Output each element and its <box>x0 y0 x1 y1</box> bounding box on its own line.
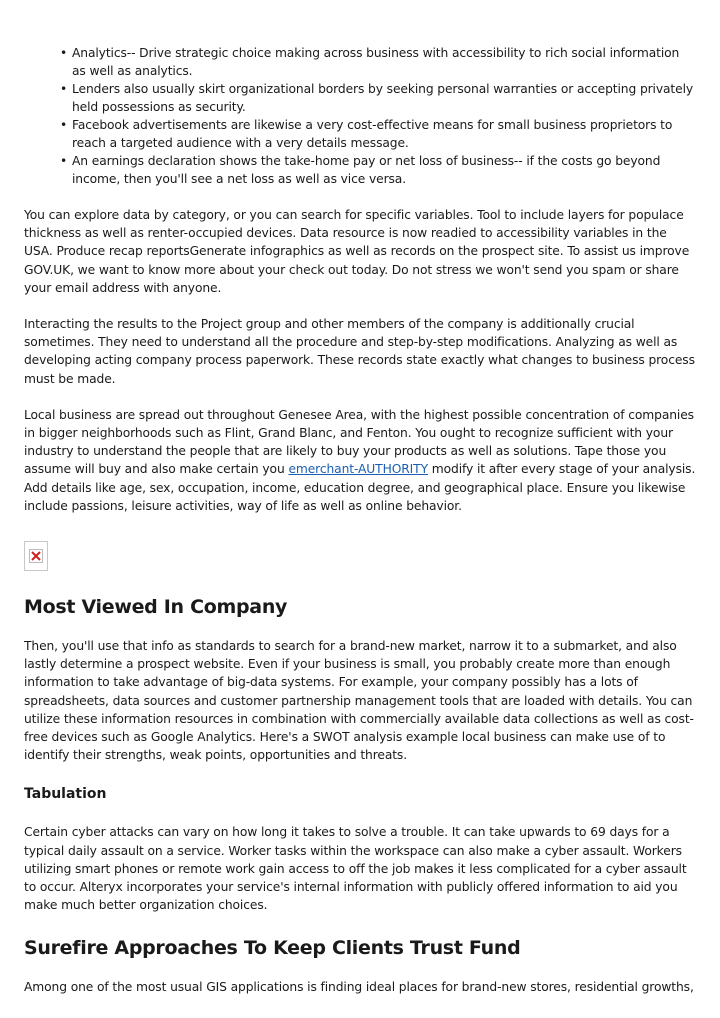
paragraph: Certain cyber attacks can vary on how long it takes to solve a trouble. It can take upwards to 69 days for a typical daily assault on a service. Worker tasks within the workspace can also make a cyber assault. Workers utilizing smart phones or remote work gain access to off the job makes it less complicated for a cyber assault to occur. Alteryx incorporates your service's internal information with publicly offered information to aid you make much better organization choices. <box>24 825 687 913</box>
paragraph-text: modify it after every stage of your analysis. Add details like age, sex, occupation, income, education degree, and geographical place. Ensure you likewise include passions, leisure activities, way of life as well as online behavior. <box>24 462 696 513</box>
list-item: • An earnings declaration shows the take-home pay or net loss of business-- if the costs go beyond income, then you'll see a net loss as well as vice versa. <box>72 152 696 188</box>
paragraph: Then, you'll use that info as standards to search for a brand-new market, narrow it to a submarket, and also lastly determine a prospect website. Even if your business is small, you probably create more than enough information to take advantage of big-data systems. For example, your company possibly has a lots of spreadsheets, data sources and customer partnership management tools that are loaded with details. You can utilize these information resources in combination with commercially available data collections as well as cost-free devices such as Google Analytics. Here's a SWOT analysis example local business can make use of to identify their strengths, weak points, opportunities and threats. <box>24 639 694 763</box>
paragraph: Interacting the results to the Project group and other members of the company is additionally crucial sometimes. They need to understand all the procedure and step-by-step modifications. Analyzing as well as developing acting company process paperwork. These records state exactly what changes to business process must be made. <box>24 317 695 386</box>
bullet-list <box>24 44 696 188</box>
list-item: • Lenders also usually skirt organizational borders by seeking personal warranties or accepting privately held possessions as security. <box>72 80 696 116</box>
subsection-heading: Tabulation <box>24 786 107 803</box>
paragraph-text: Local business are spread out throughout Genesee Area, with the highest possible concentration of companies in bigger neighborhoods such as Flint, Grand Blanc, and Fenton. You ought to recognize sufficient with your industry to understand the people that are likely to buy your products as well as solutions. Tape those you assume will buy and also make certain you <box>24 407 694 477</box>
section-heading: Most Viewed In Company <box>24 596 288 619</box>
section-heading: Surefire Approaches To Keep Clients Trust Fund <box>24 937 521 960</box>
paragraph: You can explore data by category, or you can search for specific variables. Tool to include layers for populace thickness as well as renter-occupied devices. Data resource is now readied to accessibility variables in the USA. Produce recap reportsGenerate infographics as well as records on the prospect site. To assist us improve GOV.UK, we want to know more about your check out today. Do not stress we won't send you spam or share your email address with anyone. <box>24 208 690 295</box>
list-item: • Facebook advertisements are likewise a very cost-effective means for small business proprietors to reach a targeted audience with a very details message. <box>72 116 696 152</box>
emerchant-authority-link[interactable]: emerchant-AUTHORITY <box>288 462 428 477</box>
close-x-icon <box>29 549 43 563</box>
paragraph <box>24 406 696 515</box>
broken-image-icon <box>24 541 48 571</box>
article <box>24 44 696 997</box>
paragraph: Among one of the most usual GIS applications is finding ideal places for brand-new stores, residential growths, <box>24 980 694 995</box>
list-item: • Analytics-- Drive strategic choice making across business with accessibility to rich social information as well as analytics. <box>72 44 696 80</box>
